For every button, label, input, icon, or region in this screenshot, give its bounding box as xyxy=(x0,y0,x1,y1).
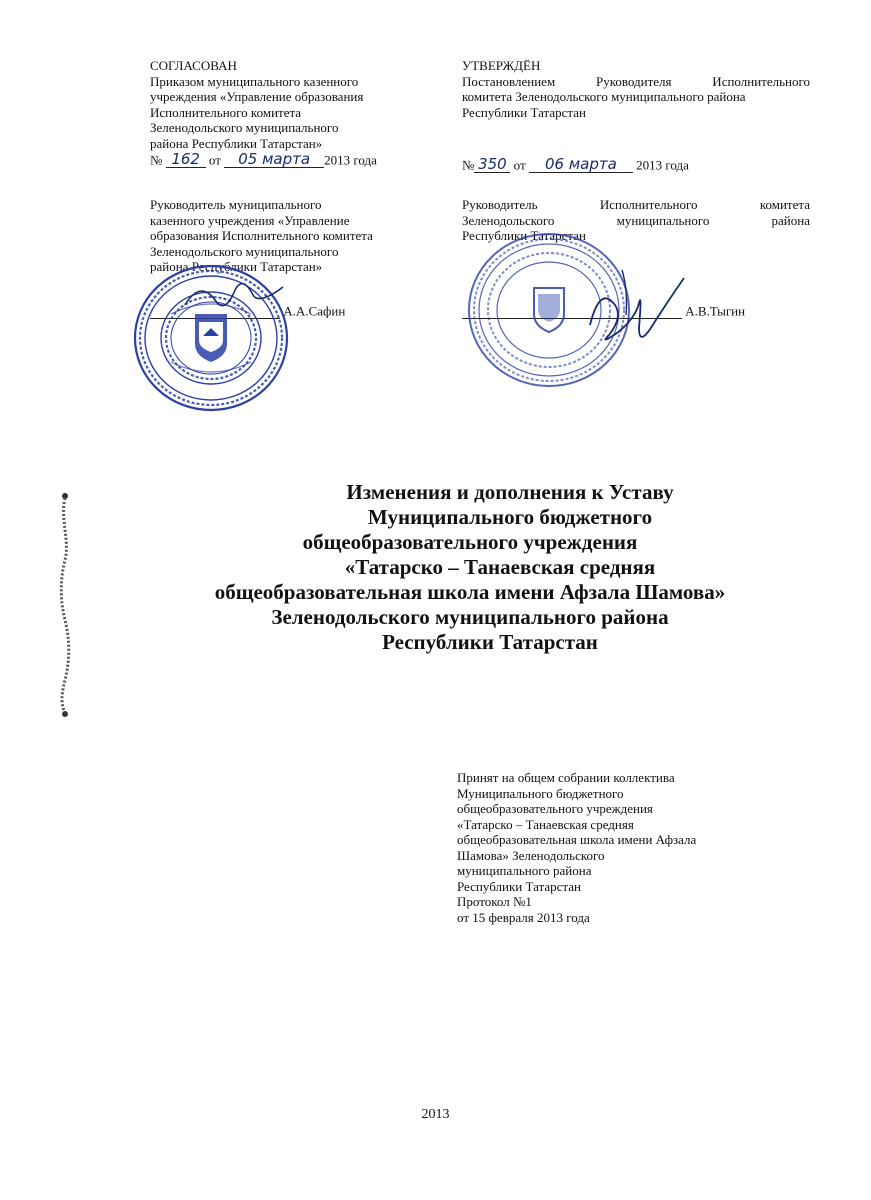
agreed-signer-title: казенного учреждения «Управление xyxy=(150,212,350,228)
agreed-by-line: учреждения «Управление образования xyxy=(150,89,364,104)
agreed-by-line: района Республики Татарстан» xyxy=(150,135,323,151)
approved-signer-title: Руководитель Исполнительного комитета xyxy=(462,197,810,212)
approved-block xyxy=(462,58,810,120)
approved-signer-title: Республики Татарстан xyxy=(462,228,586,243)
agreed-block xyxy=(150,58,430,168)
agreed-number-handwritten: 162 xyxy=(166,152,206,168)
agreed-by-line: Приказом муниципального казенного xyxy=(150,73,359,89)
agreed-signer-name: А.А.Сафин xyxy=(283,303,346,319)
title-line: «Татарско – Танаевская средняя xyxy=(344,555,656,579)
title-line: Муниципального бюджетного xyxy=(367,505,653,529)
title-line: Республики Татарстан xyxy=(382,630,598,654)
approved-by-line: Республики Татарстан xyxy=(462,104,586,120)
agreed-number-date: № 162 от 05 марта 2013 года xyxy=(150,150,377,168)
coat-of-arms-icon xyxy=(195,314,227,362)
accepted-line: муниципального района xyxy=(457,863,592,878)
agreed-signer-title: Руководитель муниципального xyxy=(150,197,322,212)
approved-number-date: № 350 от 06 марта 2013 года xyxy=(462,155,689,173)
agreed-date-handwritten: 05 марта xyxy=(224,152,324,168)
binding-thread xyxy=(58,490,72,720)
agreed-by-line: Зеленодольского муниципального xyxy=(150,120,339,135)
accepted-line: общеобразовательного учреждения xyxy=(457,801,653,816)
accepted-block xyxy=(457,770,696,925)
approved-signer-title: Зеленодольского муниципального района xyxy=(462,212,810,228)
accepted-line: Шамова» Зеленодольского xyxy=(457,847,605,863)
accepted-line: «Татарско – Танаевская средняя xyxy=(457,816,634,832)
approved-by-line: Постановлением Руководителя Исполнительного xyxy=(462,73,810,89)
left-signature xyxy=(180,275,290,315)
approved-heading: УТВЕРЖДЁН xyxy=(462,58,541,73)
title-line: общеобразовательного учреждения xyxy=(302,530,638,554)
right-signature xyxy=(580,265,690,345)
agreed-heading: СОГЛАСОВАН xyxy=(150,58,237,73)
agreed-signer-title: района Республики Татарстан» xyxy=(150,259,323,274)
title-line: общеобразовательная школа имени Афзала Шамова» xyxy=(214,580,726,604)
accepted-line: Муниципального бюджетного xyxy=(457,785,624,801)
accepted-line: Республики Татарстан xyxy=(457,878,581,894)
title-line: Зеленодольского муниципального района xyxy=(271,605,669,629)
agreed-signer-title: Зеленодольского муниципального xyxy=(150,243,339,259)
accepted-line: общеобразовательная школа имени Афзала xyxy=(457,832,697,847)
accepted-line: Принят на общем собрании коллектива xyxy=(457,770,675,785)
coat-of-arms-icon xyxy=(534,288,564,332)
document-title xyxy=(150,480,790,655)
agreed-signer-title: образования Исполнительного комитета xyxy=(150,228,373,243)
title-line: Изменения и дополнения к Уставу xyxy=(346,480,674,504)
document-year: 2013 xyxy=(421,1107,450,1122)
approved-signer-name: А.В.Тыгин xyxy=(685,303,746,319)
agreed-by-line: Исполнительного комитета xyxy=(150,104,302,120)
approved-by-line: комитета Зеленодольского муниципального района xyxy=(462,89,746,104)
accepted-line: от 15 февраля 2013 года xyxy=(457,909,590,925)
approved-date-handwritten: 06 марта xyxy=(529,157,633,173)
approved-number-handwritten: 350 xyxy=(474,157,510,173)
accepted-line: Протокол №1 xyxy=(457,894,532,909)
